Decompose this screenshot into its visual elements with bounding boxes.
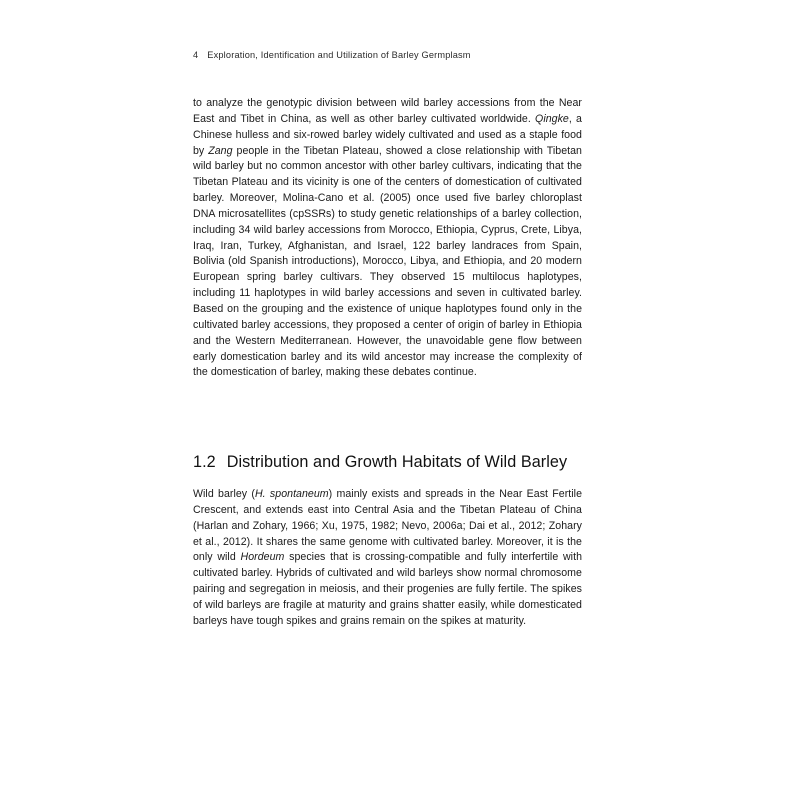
par1-text-part-3: people in the Tibetan Plateau, showed a close relationship with Tibetan wild barley but no common ancestor with other barley cultivars, indicating that the Tibetan Plateau and its vicinity is one of the centers of domestication of cultivated barley. Moreover, Molina-Cano et al. (2005) once used five barley chloroplast DNA microsatellites (cpSSRs) to study genetic relationships of a barley collection, including 34 wild barley accessions from Morocco, Ethiopia, Cyprus, Crete, Libya, Iraq, Iran, Turkey, Afghanistan, and Israel, 122 barley landraces from Spain, Bolivia (old Spanish introductions), Morocco, Libya, and Ethiopia, and 20 modern European spring barley cultivars. They observed 15 multilocus haplotypes, including 11 haplotypes in wild barley accessions and seven in cultivated barley. Based on the grouping and the existence of unique haplotypes found only in the cultivated barley accessions, they proposed a center of origin of barley in Ethiopia and the Western Mediterranean. However, the unavoidable gene flow between early domestication barley and its wild ancestor may increase the complexity of the domestication of barley, making these debates continue.: [193, 144, 582, 379]
section-heading: [193, 452, 593, 472]
page-number: 4: [193, 50, 199, 60]
par2-italic-h-spontaneum: H. spontaneum: [254, 488, 329, 500]
par1-text-part-2: , a Chinese hulless and six-rowed barley widely cultivated and used as a staple food by: [193, 112, 582, 157]
section-title: Distribution and Growth Habitats of Wild Barley: [226, 453, 568, 471]
running-head-title: Exploration, Identification and Utilization of Barley Germplasm: [207, 50, 471, 60]
section-heading-block: [193, 452, 593, 472]
section-body-block: [193, 487, 582, 630]
par2-italic-hordeum: Hordeum: [240, 551, 285, 564]
par2-text-part-2: ) mainly exists and spreads in the Near East Fertile Crescent, and extends east into Central Asia and the Tibetan Plateau of China (Harlan and Zohary, 1966; Xu, 1975, 1982; Nevo, 2006a; Dai et al., 2012; Zohary et al., 2012). It shares the same genome with cultivated barley. Moreover, it is the only wild: [193, 488, 583, 564]
par1-text-part-1: to analyze the genotypic division between wild barley accessions from the Near East and Tibet in China, as well as other barley cultivated worldwide.: [193, 97, 582, 125]
par2-text-part-1: Wild barley (: [193, 488, 255, 500]
par2-text-part-3: species that is crossing-compatible and fully interfertile with cultivated barley. Hybrids of cultivated and wild barleys show normal chromosome pairing and segregation in meiosis, and their progenies are fully fertile. The spikes of wild barleys are fragile at maturity and grains shatter easily, while domesticated barleys have tough spikes and grains remain on the spikes at maturity.: [193, 551, 582, 627]
body-text-column: [193, 96, 582, 381]
paragraph-first: [193, 96, 582, 381]
par1-italic-zang: Zang: [208, 144, 233, 157]
running-head: [193, 50, 582, 60]
section-number: 1.2: [193, 453, 216, 471]
paragraph-second: [193, 487, 582, 630]
par1-italic-qingke: Qingke: [535, 112, 569, 125]
